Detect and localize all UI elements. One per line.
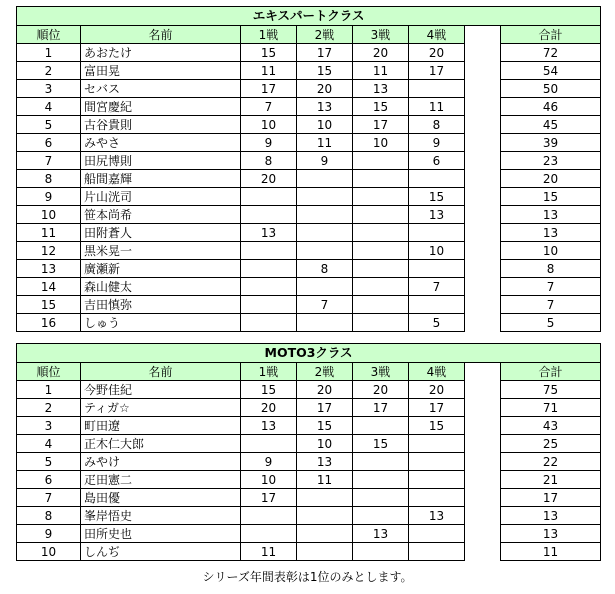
rank-cell: 5 xyxy=(17,116,81,134)
spacer-cell xyxy=(465,296,501,314)
name-cell: 吉田慎弥 xyxy=(81,296,241,314)
name-cell: 町田遼 xyxy=(81,417,241,435)
round2-points: 13 xyxy=(297,453,353,471)
total-points: 8 xyxy=(501,260,601,278)
round1-points: 10 xyxy=(241,116,297,134)
spacer-cell xyxy=(465,44,501,62)
table-row xyxy=(17,507,601,525)
rank-cell: 7 xyxy=(17,152,81,170)
total-points: 5 xyxy=(501,314,601,332)
total-points: 22 xyxy=(501,453,601,471)
spacer-cell xyxy=(465,471,501,489)
rank-cell: 2 xyxy=(17,62,81,80)
name-cell: 笹本尚希 xyxy=(81,206,241,224)
round3-points xyxy=(353,188,409,206)
table-row xyxy=(17,62,601,80)
round3-points xyxy=(353,206,409,224)
round3-points: 13 xyxy=(353,525,409,543)
round2-header: 2戦 xyxy=(297,26,353,44)
spacer-cell xyxy=(465,435,501,453)
spacer-column xyxy=(465,26,501,44)
round2-points xyxy=(297,188,353,206)
round2-points: 7 xyxy=(297,296,353,314)
round3-points: 20 xyxy=(353,44,409,62)
round1-points: 9 xyxy=(241,134,297,152)
round1-points: 15 xyxy=(241,381,297,399)
rank-cell: 11 xyxy=(17,224,81,242)
round2-points xyxy=(297,206,353,224)
total-points: 13 xyxy=(501,525,601,543)
round1-points: 11 xyxy=(241,543,297,561)
rank-cell: 15 xyxy=(17,296,81,314)
round4-points: 15 xyxy=(409,188,465,206)
round2-points: 15 xyxy=(297,62,353,80)
name-cell: 片山洸司 xyxy=(81,188,241,206)
round2-points xyxy=(297,507,353,525)
round3-points xyxy=(353,170,409,188)
total-header: 合計 xyxy=(501,363,601,381)
spacer-cell xyxy=(465,507,501,525)
round2-points: 10 xyxy=(297,435,353,453)
table-row xyxy=(17,314,601,332)
round4-points xyxy=(409,543,465,561)
round4-points xyxy=(409,489,465,507)
round3-points xyxy=(353,507,409,525)
round2-points xyxy=(297,242,353,260)
round2-points: 9 xyxy=(297,152,353,170)
name-cell: 間宮慶紀 xyxy=(81,98,241,116)
spacer-cell xyxy=(465,134,501,152)
spacer-cell xyxy=(465,381,501,399)
round3-points xyxy=(353,242,409,260)
spacer-cell xyxy=(465,62,501,80)
round1-points xyxy=(241,296,297,314)
name-cell: セバス xyxy=(81,80,241,98)
round1-points: 17 xyxy=(241,80,297,98)
round4-points: 13 xyxy=(409,507,465,525)
total-points: 39 xyxy=(501,134,601,152)
round3-points: 13 xyxy=(353,80,409,98)
round1-header: 1戦 xyxy=(241,26,297,44)
round4-points: 15 xyxy=(409,417,465,435)
total-points: 71 xyxy=(501,399,601,417)
round2-points: 17 xyxy=(297,399,353,417)
spacer-cell xyxy=(465,80,501,98)
name-cell: 疋田憲二 xyxy=(81,471,241,489)
round4-points: 20 xyxy=(409,44,465,62)
moto3-header-row xyxy=(17,363,601,381)
round1-points: 8 xyxy=(241,152,297,170)
spacer-cell xyxy=(465,278,501,296)
rank-cell: 12 xyxy=(17,242,81,260)
rank-cell: 6 xyxy=(17,471,81,489)
total-points: 21 xyxy=(501,471,601,489)
total-points: 7 xyxy=(501,296,601,314)
round3-points xyxy=(353,260,409,278)
table-row xyxy=(17,152,601,170)
name-cell: 森山健太 xyxy=(81,278,241,296)
round1-points: 15 xyxy=(241,44,297,62)
round2-points: 11 xyxy=(297,134,353,152)
round2-points xyxy=(297,314,353,332)
rank-header: 順位 xyxy=(17,363,81,381)
table-row xyxy=(17,242,601,260)
table-row xyxy=(17,417,601,435)
table-row xyxy=(17,399,601,417)
table-row xyxy=(17,206,601,224)
table-row xyxy=(17,224,601,242)
total-points: 43 xyxy=(501,417,601,435)
total-points: 45 xyxy=(501,116,601,134)
table-row xyxy=(17,188,601,206)
total-points: 25 xyxy=(501,435,601,453)
round3-points xyxy=(353,296,409,314)
round1-points xyxy=(241,206,297,224)
round3-points: 15 xyxy=(353,98,409,116)
expert-class-table xyxy=(16,6,601,332)
round3-points: 17 xyxy=(353,399,409,417)
table-row xyxy=(17,278,601,296)
spacer-cell xyxy=(465,489,501,507)
total-points: 7 xyxy=(501,278,601,296)
round4-points xyxy=(409,260,465,278)
name-cell: 田附蒼人 xyxy=(81,224,241,242)
round2-points: 20 xyxy=(297,80,353,98)
table-row xyxy=(17,170,601,188)
rank-cell: 13 xyxy=(17,260,81,278)
round1-points: 10 xyxy=(241,471,297,489)
table-row xyxy=(17,134,601,152)
rank-cell: 5 xyxy=(17,453,81,471)
round1-points: 20 xyxy=(241,399,297,417)
round1-points: 7 xyxy=(241,98,297,116)
name-cell: みやけ xyxy=(81,453,241,471)
round3-points xyxy=(353,417,409,435)
round4-points xyxy=(409,453,465,471)
round1-points: 11 xyxy=(241,62,297,80)
table-row xyxy=(17,489,601,507)
name-cell: 今野佳紀 xyxy=(81,381,241,399)
round1-points: 13 xyxy=(241,224,297,242)
total-points: 11 xyxy=(501,543,601,561)
total-points: 23 xyxy=(501,152,601,170)
total-points: 75 xyxy=(501,381,601,399)
round1-points: 20 xyxy=(241,170,297,188)
table-row xyxy=(17,116,601,134)
name-header: 名前 xyxy=(81,363,241,381)
round1-points xyxy=(241,188,297,206)
name-cell: 田所史也 xyxy=(81,525,241,543)
name-cell: みやさ xyxy=(81,134,241,152)
rank-cell: 3 xyxy=(17,80,81,98)
total-points: 15 xyxy=(501,188,601,206)
round4-points xyxy=(409,525,465,543)
rank-cell: 4 xyxy=(17,435,81,453)
spacer-cell xyxy=(465,314,501,332)
spacer-cell xyxy=(465,417,501,435)
total-points: 20 xyxy=(501,170,601,188)
total-points: 46 xyxy=(501,98,601,116)
round1-points xyxy=(241,242,297,260)
round1-points: 17 xyxy=(241,489,297,507)
round4-points xyxy=(409,435,465,453)
rank-cell: 1 xyxy=(17,381,81,399)
total-points: 54 xyxy=(501,62,601,80)
moto3-class-title: MOTO3クラス xyxy=(17,344,601,363)
spacer-cell xyxy=(465,206,501,224)
round3-points xyxy=(353,543,409,561)
round2-points xyxy=(297,489,353,507)
spacer-cell xyxy=(465,525,501,543)
round4-points: 17 xyxy=(409,399,465,417)
rank-cell: 6 xyxy=(17,134,81,152)
rank-header: 順位 xyxy=(17,26,81,44)
spacer-cell xyxy=(465,152,501,170)
round4-points: 8 xyxy=(409,116,465,134)
round3-points: 17 xyxy=(353,116,409,134)
name-cell: 廣瀬新 xyxy=(81,260,241,278)
round2-header: 2戦 xyxy=(297,363,353,381)
round3-points: 20 xyxy=(353,381,409,399)
name-cell: しんぢ xyxy=(81,543,241,561)
round2-points: 13 xyxy=(297,98,353,116)
table-row xyxy=(17,471,601,489)
spacer-cell xyxy=(465,543,501,561)
name-cell: 古谷貴則 xyxy=(81,116,241,134)
rank-cell: 9 xyxy=(17,188,81,206)
round2-points: 15 xyxy=(297,417,353,435)
round3-points: 10 xyxy=(353,134,409,152)
total-points: 72 xyxy=(501,44,601,62)
rank-cell: 10 xyxy=(17,206,81,224)
name-cell: あおたけ xyxy=(81,44,241,62)
spacer-cell xyxy=(465,399,501,417)
round2-points xyxy=(297,170,353,188)
total-points: 50 xyxy=(501,80,601,98)
round3-points xyxy=(353,278,409,296)
total-points: 17 xyxy=(501,489,601,507)
table-row xyxy=(17,44,601,62)
round3-points xyxy=(353,471,409,489)
round2-points: 10 xyxy=(297,116,353,134)
table-row xyxy=(17,381,601,399)
round1-points: 9 xyxy=(241,453,297,471)
spacer-cell xyxy=(465,116,501,134)
name-cell: 峯岸悟史 xyxy=(81,507,241,525)
round2-points: 11 xyxy=(297,471,353,489)
rank-cell: 7 xyxy=(17,489,81,507)
round3-header: 3戦 xyxy=(353,26,409,44)
round4-header: 4戦 xyxy=(409,363,465,381)
round2-points: 17 xyxy=(297,44,353,62)
name-cell: 正木仁大郎 xyxy=(81,435,241,453)
round4-points: 6 xyxy=(409,152,465,170)
table-row xyxy=(17,543,601,561)
round3-points xyxy=(353,453,409,471)
round4-points: 13 xyxy=(409,206,465,224)
round4-points: 7 xyxy=(409,278,465,296)
round4-points xyxy=(409,296,465,314)
spacer-cell xyxy=(465,242,501,260)
table-row xyxy=(17,80,601,98)
spacer-cell xyxy=(465,170,501,188)
round3-header: 3戦 xyxy=(353,363,409,381)
total-points: 10 xyxy=(501,242,601,260)
round1-points xyxy=(241,507,297,525)
round2-points: 8 xyxy=(297,260,353,278)
round4-points: 11 xyxy=(409,98,465,116)
round3-points: 15 xyxy=(353,435,409,453)
round1-points xyxy=(241,525,297,543)
table-row xyxy=(17,453,601,471)
round4-points xyxy=(409,80,465,98)
spacer-cell xyxy=(465,453,501,471)
name-cell: しゅう xyxy=(81,314,241,332)
rank-cell: 1 xyxy=(17,44,81,62)
round4-points: 10 xyxy=(409,242,465,260)
round3-points xyxy=(353,314,409,332)
spacer-column xyxy=(465,363,501,381)
rank-cell: 4 xyxy=(17,98,81,116)
round2-points xyxy=(297,278,353,296)
round4-points: 9 xyxy=(409,134,465,152)
round4-points xyxy=(409,224,465,242)
name-cell: 黒米晃一 xyxy=(81,242,241,260)
round1-points xyxy=(241,260,297,278)
round3-points xyxy=(353,489,409,507)
rank-cell: 14 xyxy=(17,278,81,296)
spacer-cell xyxy=(465,224,501,242)
round1-points xyxy=(241,435,297,453)
round4-points: 17 xyxy=(409,62,465,80)
name-cell: 島田優 xyxy=(81,489,241,507)
round3-points: 11 xyxy=(353,62,409,80)
round1-points: 13 xyxy=(241,417,297,435)
name-cell: 田尻博則 xyxy=(81,152,241,170)
round4-points xyxy=(409,471,465,489)
expert-class-title: エキスパートクラス xyxy=(17,7,601,26)
round1-points xyxy=(241,314,297,332)
round4-points: 20 xyxy=(409,381,465,399)
name-header: 名前 xyxy=(81,26,241,44)
name-cell: 船間嘉輝 xyxy=(81,170,241,188)
rank-cell: 9 xyxy=(17,525,81,543)
round4-points: 5 xyxy=(409,314,465,332)
round3-points xyxy=(353,152,409,170)
total-points: 13 xyxy=(501,224,601,242)
rank-cell: 8 xyxy=(17,507,81,525)
round1-header: 1戦 xyxy=(241,363,297,381)
table-row xyxy=(17,525,601,543)
spacer-cell xyxy=(465,98,501,116)
rank-cell: 8 xyxy=(17,170,81,188)
round2-points xyxy=(297,224,353,242)
table-row xyxy=(17,260,601,278)
round2-points: 20 xyxy=(297,381,353,399)
spacer-cell xyxy=(465,188,501,206)
total-points: 13 xyxy=(501,206,601,224)
round2-points xyxy=(297,525,353,543)
rank-cell: 16 xyxy=(17,314,81,332)
total-header: 合計 xyxy=(501,26,601,44)
rank-cell: 3 xyxy=(17,417,81,435)
round1-points xyxy=(241,278,297,296)
total-points: 13 xyxy=(501,507,601,525)
name-cell: ティガ☆ xyxy=(81,399,241,417)
rank-cell: 10 xyxy=(17,543,81,561)
round4-points xyxy=(409,170,465,188)
name-cell: 富田晃 xyxy=(81,62,241,80)
round2-points xyxy=(297,543,353,561)
table-row xyxy=(17,296,601,314)
table-row xyxy=(17,435,601,453)
expert-header-row xyxy=(17,26,601,44)
round3-points xyxy=(353,224,409,242)
spacer-cell xyxy=(465,260,501,278)
footer-note: シリーズ年間表彰は1位のみとします。 xyxy=(202,570,413,584)
round4-header: 4戦 xyxy=(409,26,465,44)
moto3-class-table xyxy=(16,343,601,561)
rank-cell: 2 xyxy=(17,399,81,417)
table-row xyxy=(17,98,601,116)
